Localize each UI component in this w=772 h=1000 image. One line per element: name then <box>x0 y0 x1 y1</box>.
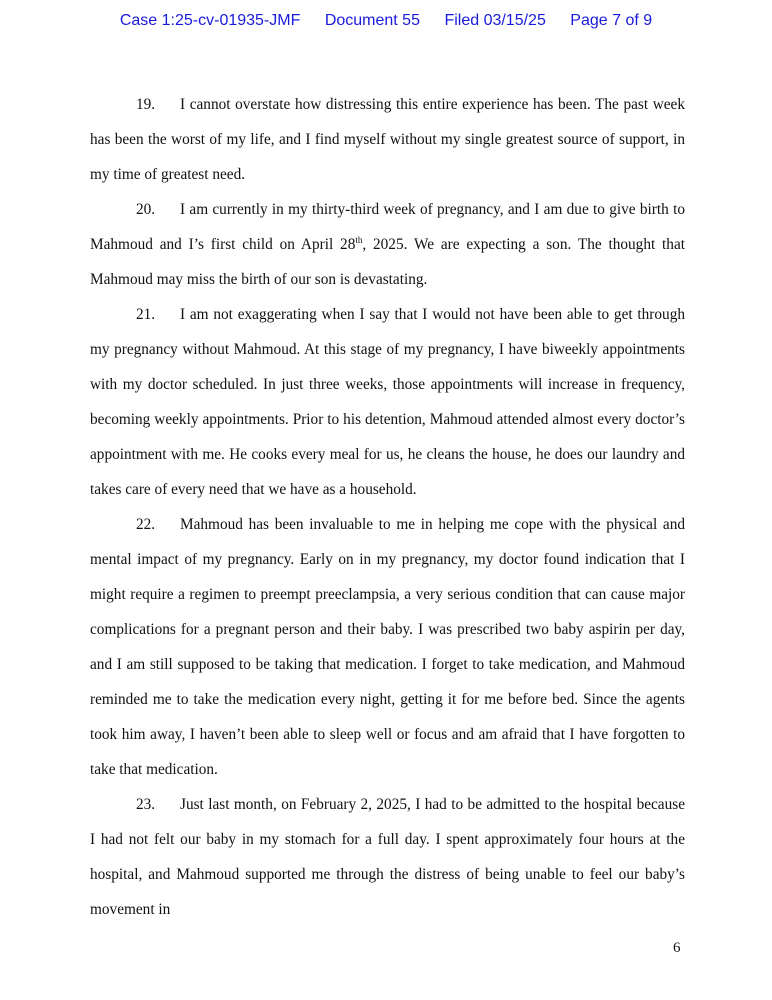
paragraph-number: 20. <box>136 201 156 218</box>
paragraph-text: I cannot overstate how distressing this entire experience has been. The past week has been the worst of my life, and I find myself without my single greatest source of support, in my time of greatest need. <box>90 96 685 183</box>
paragraph-23 <box>90 787 685 927</box>
paragraph-text: I am not exaggerating when I say that I would not have been able to get through my pregnancy without Mahmoud. At this stage of my pregnancy, I have biweekly appointments with my doctor scheduled. In just three weeks, those appointments will increase in frequency, becoming weekly appointments. Prior to his detention, Mahmoud attended almost every doctor’s appointment with me. He cooks every meal for us, he cleans the house, he does our laundry and takes care of every need that we have as a household. <box>90 306 685 498</box>
paragraph-20 <box>90 192 685 297</box>
paragraph-number: 23. <box>136 796 156 813</box>
paragraph-text: Mahmoud has been invaluable to me in helping me cope with the physical and mental impact of my pregnancy. Early on in my pregnancy, my doctor found indication that I might require a regimen to preempt preeclampsia, a very serious condition that can cause major complications for a pregnant person and their baby. I was prescribed two baby aspirin per day, and I am still supposed to be taking that medication. I forget to take medication, and Mahmoud reminded me to take the medication every night, getting it for me before bed. Since the agents took him away, I haven’t been able to sleep well or focus and am afraid that I have forgotten to take that medication. <box>90 516 685 778</box>
document-number: Document 55 <box>324 12 420 29</box>
case-number: Case 1:25-cv-01935-JMF <box>119 12 301 29</box>
paragraph-text: Just last month, on February 2, 2025, I had to be admitted to the hospital because I had not felt our baby in my stomach for a full day. I spent approximately four hours at the hospital, and Mahmoud supported me through the distress of being unable to feel our baby’s movement in <box>90 796 685 918</box>
paragraph-text-continued: , 2025. We are expecting a son. The thought that Mahmoud may miss the birth of our son is devastating. <box>90 236 685 288</box>
paragraph-19 <box>90 87 685 192</box>
paragraph-21 <box>90 297 685 507</box>
page-of-total: Page 7 of 9 <box>570 12 653 29</box>
paragraph-number: 22. <box>136 516 156 533</box>
filed-date: Filed 03/15/25 <box>444 12 546 29</box>
document-body <box>90 87 685 927</box>
paragraph-22 <box>90 507 685 787</box>
case-header <box>0 12 772 30</box>
paragraph-number: 21. <box>136 306 156 323</box>
ordinal-superscript: th <box>355 235 363 245</box>
page-number: 6 <box>673 940 681 956</box>
paragraph-text: I am currently in my thirty-third week of pregnancy, and I am due to give birth to Mahmoud and I’s first child on April 28 <box>90 201 685 253</box>
paragraph-number: 19. <box>136 96 156 113</box>
